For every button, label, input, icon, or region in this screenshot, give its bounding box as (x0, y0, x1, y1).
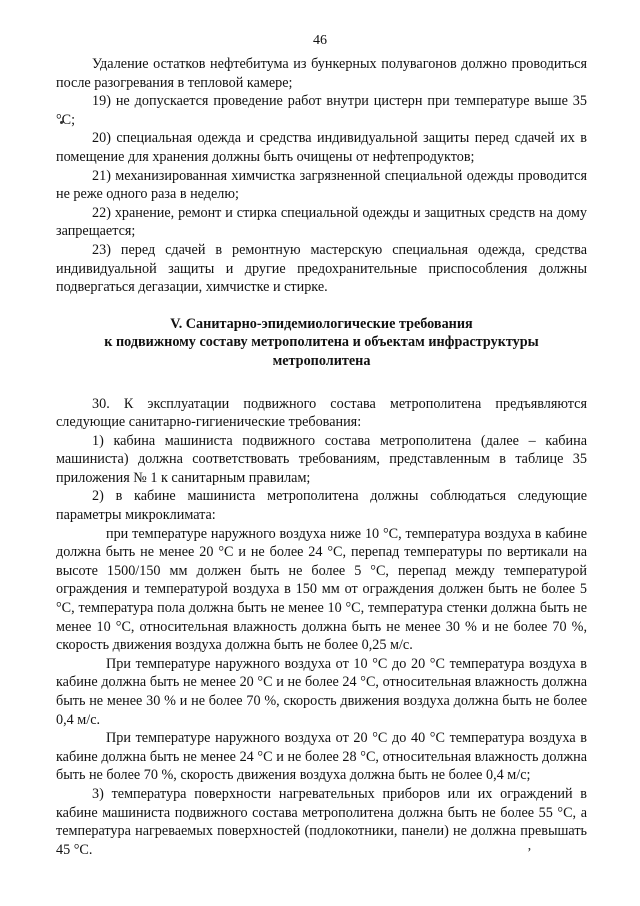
paragraph: 23) перед сдачей в ремонтную мастерскую специальная одежда, средства индивидуальной защиты и другие предохранительные приспособления должны подвергаться дегазации, химчистке и стирке. (56, 241, 587, 296)
paragraph: 30. К эксплуатации подвижного состава метрополитена предъявляются следующие санитарно-гигиенические требования: (56, 395, 587, 431)
document-body (56, 55, 587, 859)
paragraph: 22) хранение, ремонт и стирка специальной одежды и защитных средств на дому запрещается; (56, 204, 587, 240)
paragraph: При температуре наружного воздуха от 10 °С до 20 °С температура воздуха в кабине должна быть не менее 20 °С и не более 24 °С, относительная влажность должна быть не менее 30 % и не более 70 %, скорость движения воздуха должна быть не более 0,4 м/с. (56, 655, 587, 728)
paragraph: 20) специальная одежда и средства индивидуальной защиты перед сдачей их в помещение для хранения должны быть очищены от нефтепродуктов; (56, 130, 587, 165)
paragraph: 21) механизированная химчистка загрязненной специальной одежды проводится не реже одного раза в неделю; (56, 167, 587, 203)
section-heading-line: метрополитена (272, 352, 371, 369)
section-heading-line: V. Санитарно-эпидемиологические требования (170, 315, 473, 332)
paragraph: при температуре наружного воздуха ниже 10 °С, температура воздуха в кабине должна быть не менее 20 °С и не более 24 °С, перепад температуры по вертикали на высоте 1500/150 мм должен быть не более 5 °С, перепад между температурой ограждения и температурой воздуха в 150 мм от ограждения должен быть не более 5 °С, температура пола должна быть не менее 10 °С, температура стенки должна быть не менее 10 °С, относительная влажность должна быть не менее 30 % и не более 70 %, скорость движения воздуха должна быть не более 0,25 м/с. (56, 525, 587, 654)
paragraph: 1) кабина машиниста подвижного состава метрополитена (далее – кабина машиниста) должна соответствовать требованиям, представленным в таблице 35 приложения № 1 к санитарным правилам; (56, 432, 587, 486)
paragraph: При температуре наружного воздуха от 20 °С до 40 °С температура воздуха в кабине должна быть не менее 24 °С и не более 28 °С, относительная влажность должна быть не более 70 %, скорость движения воздуха должна быть не более 0,4 м/с; (56, 730, 587, 784)
paragraph: 3) температура поверхности нагревательных приборов или их ограждений в кабине машиниста подвижного состава метрополитена должна быть не более 55 °С, а температура нагреваемых поверхностей (подлокотники, панели) не должна превышать 45 °С. (56, 785, 587, 858)
paragraph: 19) не допускается проведение работ внутри цистерн при температуре выше 35 °С; (56, 93, 587, 128)
section-heading-line: к подвижному составу метрополитена и объектам инфраструктуры (104, 334, 539, 351)
paragraph: Удаление остатков нефтебитума из бункерных полувагонов должно проводиться после разогревания в тепловой камере; (56, 56, 587, 91)
section-heading (56, 315, 587, 371)
scan-mark: ʼ (527, 846, 532, 861)
page-number: 46 (313, 33, 327, 48)
paragraph: 2) в кабине машиниста метрополитена должны соблюдаться следующие параметры микроклимата: (56, 488, 587, 524)
